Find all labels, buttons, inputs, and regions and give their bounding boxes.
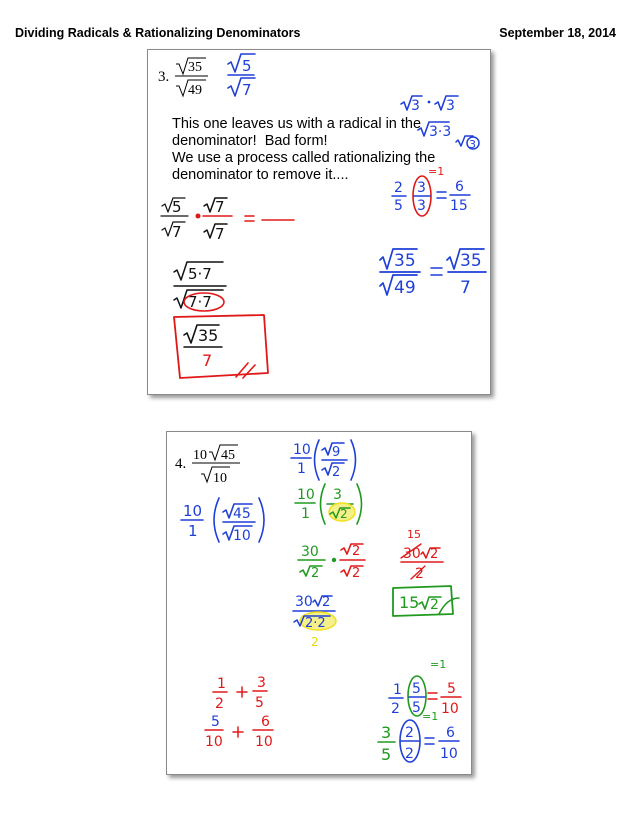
ink-m2-5: 5 [381, 745, 392, 764]
ink-m2-2a: 2 [405, 725, 414, 741]
note-line: This one leaves us with a radical in the [172, 116, 422, 132]
ink-paren [321, 484, 326, 524]
ink-y-2: 2 [311, 635, 319, 649]
ink-b3-22: 2·2 [305, 616, 326, 631]
ink-m2-2b: 2 [405, 746, 414, 762]
problem-3-panel [147, 49, 491, 395]
ink-frac-2: 2 [394, 180, 403, 196]
ink-r-sqrt35: 35 [460, 251, 482, 271]
ink-dot [332, 558, 336, 562]
problem-3-canvas [148, 50, 490, 394]
ink-g-2: 2 [340, 507, 348, 521]
note-line: denominator to remove it.... [172, 167, 349, 183]
ink-frac-15: 15 [450, 198, 468, 214]
ink-sqrt33: 3·3 [429, 124, 452, 140]
ink-g-30: 30 [301, 544, 319, 560]
ink-add2-10b: 10 [255, 734, 273, 750]
ink-paren [214, 498, 219, 542]
problem-4-number: 4. [175, 456, 187, 472]
ink-m1-5b: 5 [412, 700, 421, 716]
ink-g-10: 10 [297, 487, 315, 503]
ink-boxed-num: 35 [198, 326, 219, 345]
ink-eq-one: =1 [430, 658, 447, 671]
ink-add1-3: 3 [257, 675, 266, 691]
ink-b2-1: 1 [297, 461, 306, 477]
p3-numerator: 35 [188, 60, 202, 75]
ink-r-den2: 2 [415, 566, 424, 582]
ink-product-num: 5·7 [188, 265, 212, 283]
ink-boxed-15: 15 [399, 593, 420, 612]
problem-3-number: 3. [158, 69, 170, 85]
ink-sqrt7: 7 [242, 81, 252, 99]
ink-eq-one: =1 [422, 710, 439, 723]
ink-m2-10: 10 [440, 746, 458, 762]
p4-coefficient: 10 [193, 448, 207, 463]
problem-3-note [172, 116, 435, 184]
ink-r-2: 2 [352, 544, 361, 559]
ink-b2-2: 2 [332, 465, 341, 480]
ink-paren [259, 498, 264, 542]
ink-scribble [236, 363, 255, 378]
ink-b2-10: 10 [293, 442, 311, 458]
ink-b3-30: 30 [295, 594, 313, 610]
ink-paren [357, 484, 362, 524]
ink-m1-r10: 10 [441, 701, 459, 717]
ink-m1-5a: 5 [412, 681, 421, 697]
ink-equals-one: =1 [428, 165, 445, 178]
p4-num-radicand: 45 [221, 448, 235, 463]
ink-m1-1: 1 [393, 682, 402, 698]
ink-sqrt49: 49 [394, 278, 416, 298]
note-line: denominator! Bad form! [172, 133, 328, 149]
ink-add2-5: 5 [211, 714, 220, 730]
page-title: Dividing Radicals & Rationalizing Denominators [15, 26, 301, 40]
ink-circled-3: 3 [469, 138, 476, 151]
ink-add1-2: 2 [215, 696, 224, 712]
ink-sqrt5: 5 [242, 57, 252, 75]
ink-r2: 2 [430, 547, 439, 562]
ink-add1-1: 1 [217, 676, 226, 692]
ink-add2-6: 6 [261, 714, 270, 730]
ink-sqrt3-a: 3 [411, 98, 420, 114]
ink-m2-6: 6 [446, 725, 455, 741]
ink-r15: 15 [407, 528, 421, 541]
ink-dot [196, 214, 201, 219]
problem-4-panel [166, 431, 472, 775]
ink-r30: 30 [403, 546, 421, 562]
ink-add1-5: 5 [255, 695, 264, 711]
ink-r-7: 7 [460, 278, 471, 298]
ink-scribble [439, 598, 459, 614]
ink-add2-10: 10 [205, 734, 223, 750]
ink-plus [237, 687, 247, 697]
p4-den-radicand: 10 [213, 471, 227, 486]
note-line: We use a process called rationalizing the [172, 150, 436, 166]
ink-b-10: 10 [183, 502, 203, 520]
ink-m1-2: 2 [391, 701, 400, 717]
ink-boxed-rad: 2 [430, 597, 439, 613]
p3-sqrt7: 7 [172, 223, 182, 241]
ink-frac-3b: 3 [417, 198, 426, 214]
ink-frac-5: 5 [394, 198, 403, 214]
ink-sqrt35: 35 [394, 251, 416, 271]
ink-paren [351, 440, 356, 480]
page-date: September 18, 2014 [499, 26, 616, 40]
ink-g-3: 3 [333, 487, 342, 503]
ink-frac-6: 6 [455, 179, 464, 195]
ink-paren [315, 440, 320, 480]
ink-b-10r: 10 [233, 528, 251, 544]
ink-dot [428, 101, 431, 104]
ink-b3-2: 2 [322, 595, 331, 610]
ink-m2-3: 3 [381, 723, 392, 742]
ink-product-den: 7·7 [188, 293, 212, 311]
ink-sqrt7: 7 [215, 225, 225, 243]
ink-b2-9: 9 [332, 445, 341, 460]
ink-frac-3a: 3 [417, 180, 426, 196]
ink-b-45: 45 [233, 506, 251, 522]
ink-m1-r5: 5 [447, 681, 456, 697]
ink-boxed-den: 7 [202, 351, 213, 370]
p3-denominator: 49 [188, 83, 202, 98]
ink-g-2b: 2 [311, 566, 320, 581]
ink-sqrt3-b: 3 [446, 98, 455, 114]
ink-b-1: 1 [188, 522, 198, 540]
ink-plus [233, 727, 243, 737]
p3-sqrt5: 5 [172, 198, 182, 216]
ink-g-1: 1 [301, 506, 310, 522]
ink-r-2b: 2 [352, 566, 361, 581]
problem-4-canvas [167, 432, 471, 774]
ink-sqrt7: 7 [215, 198, 225, 216]
